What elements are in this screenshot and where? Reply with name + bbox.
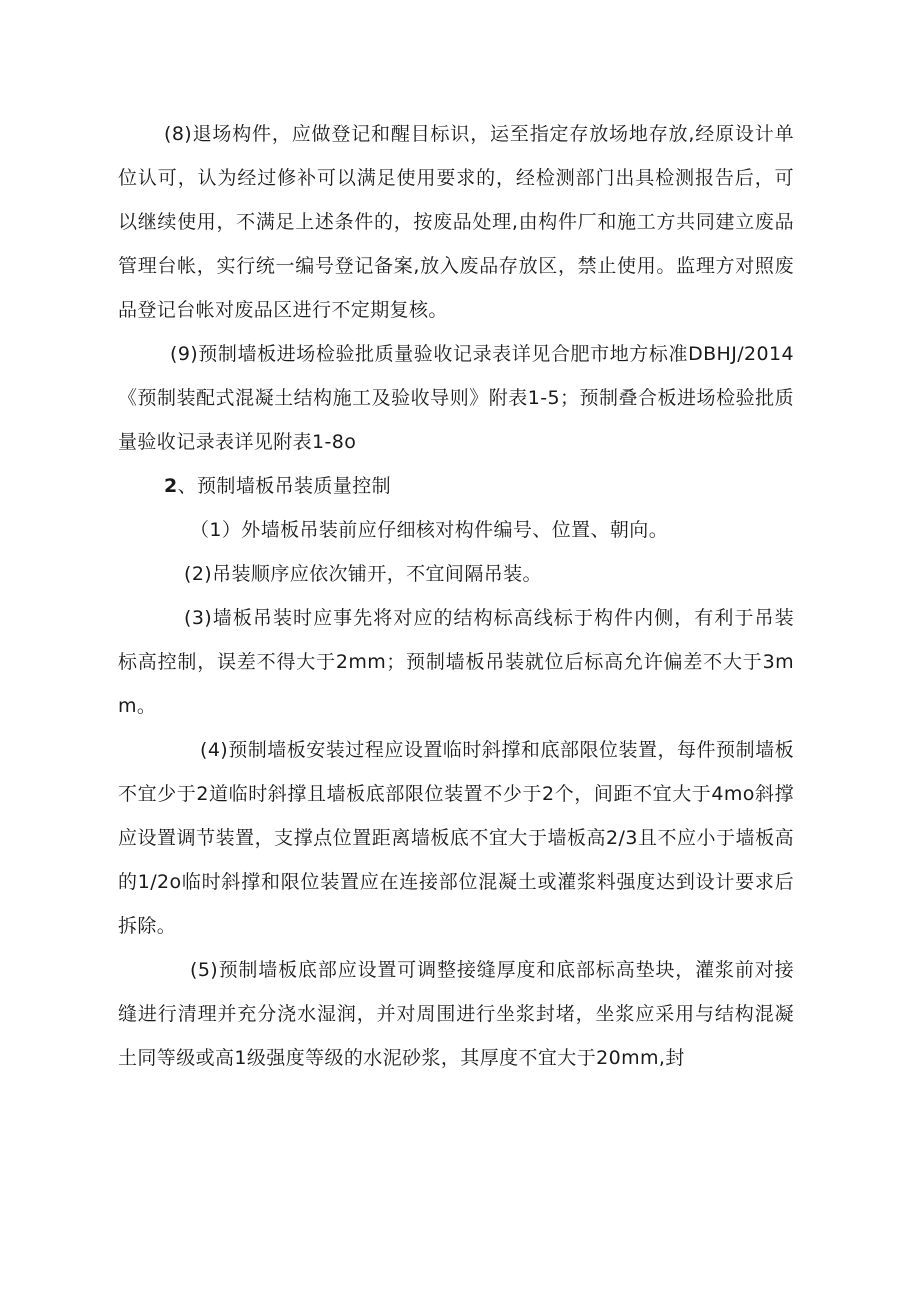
paragraph-2-2: (2)吊装顺序应依次铺开，不宜间隔吊装。 <box>184 563 542 585</box>
section-title: 、预制墙板吊装质量控制 <box>177 475 392 497</box>
section-number: 2 <box>164 475 178 497</box>
document-body <box>118 112 794 1080</box>
paragraph-9: (9)预制墙板进场检验批质量验收记录表详见合肥市地方标准DBHJ/2014《预制装配式混凝土结构施工及验收导则》附表1-5；预制叠合板进场检验批质量验收记录表详见附表1-8o <box>118 343 794 453</box>
paragraph-2-3: (3)墙板吊装时应事先将对应的结构标高线标于构件内侧，有利于吊装标高控制，误差不得大于2mm；预制墙板吊装就位后标高允许偏差不大于3mm。 <box>118 607 794 717</box>
paragraph-8: (8)退场构件，应做登记和醒目标识，运至指定存放场地存放,经原设计单位认可，认为经过修补可以满足使用要求的，经检测部门出具检测报告后，可以继续使用，不满足上述条件的，按废品处理,由构件厂和施工方共同建立废品管理台帐，实行统一编号登记备案,放入废品存放区，禁止使用。监理方对照废品登记台帐对废品区进行不定期复核。 <box>118 123 794 321</box>
paragraph-2-1: （1）外墙板吊装前应仔细核对构件编号、位置、朝向。 <box>190 519 669 541</box>
section-heading-2 <box>118 464 794 508</box>
paragraph-2-5: (5)预制墙板底部应设置可调整接缝厚度和底部标高垫块，灌浆前对接缝进行清理并充分浇水湿润，并对周围进行坐浆封堵，坐浆应采用与结构混凝土同等级或高1级强度等级的水泥砂浆，其厚度不宜大于20mm,封 <box>118 959 794 1069</box>
paragraph-2-4: (4)预制墙板安装过程应设置临时斜撑和底部限位装置，每件预制墙板不宜少于2道临时斜撑且墙板底部限位装置不少于2个，间距不宜大于4mo斜撑应设置调节装置，支撑点位置距离墙板底不宜大于墙板高2/3且不应小于墙板高的1/2o临时斜撑和限位装置应在连接部位混凝土或灌浆料强度达到设计要求后拆除。 <box>118 739 794 937</box>
